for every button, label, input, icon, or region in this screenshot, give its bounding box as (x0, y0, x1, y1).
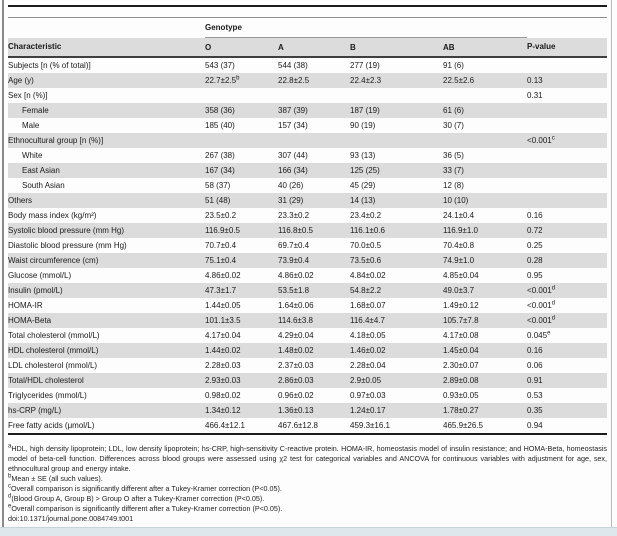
table-cell (527, 178, 607, 193)
table-cell (527, 57, 607, 73)
row-label: Subjects [n (% of total)] (8, 61, 91, 70)
table-cell: 1.49±0.12 (443, 301, 479, 310)
row-label: Total/HDL cholesterol (8, 373, 205, 388)
group-header-spacer (8, 18, 205, 38)
table-row (8, 343, 607, 358)
group-header-spacer (527, 18, 607, 38)
table-cell: 1.24±0.17 (350, 403, 443, 418)
table-content (8, 5, 607, 524)
table-cell: <0.001$^d$ (527, 283, 607, 298)
column-header: A (278, 38, 350, 58)
table-cell: 459.3±16.1 (350, 421, 390, 430)
table-cell: 1.44±0.02 (205, 343, 278, 358)
row-label: Total cholesterol (mmol/L) (8, 331, 100, 340)
row-label: Triglycerides (mmol/L) (8, 391, 87, 400)
bottom-strip (0, 527, 617, 536)
table-row (8, 73, 607, 88)
table-cell: 0.31 (527, 91, 543, 100)
row-label: Systolic blood pressure (mm Hg) (8, 223, 205, 238)
right-scan-border (611, 0, 612, 527)
table-cell: 75.1±0.4 (205, 253, 278, 268)
table-cell: 465.9±26.5 (443, 421, 483, 430)
row-label: South Asian (22, 181, 65, 190)
row-label: Age (y) (8, 73, 205, 88)
row-label: Waist circumference (cm) (8, 253, 205, 268)
table-cell: 116.9±0.5 (205, 223, 278, 238)
footnote: $^c$Overall comparison is significantly different after a Tukey-Kramer correction (P<0.05). (8, 483, 282, 493)
table-cell: 4.17±0.04 (205, 331, 241, 340)
table-cell: 1.46±0.02 (350, 343, 443, 358)
row-label: East Asian (8, 163, 205, 178)
table-cell: 31 (29) (278, 193, 350, 208)
table-cell: 53.5±1.8 (278, 283, 350, 298)
row-label: HOMA-IR (8, 301, 43, 310)
table-cell: 23.5±0.2 (205, 211, 237, 220)
table-cell: 73.5±0.6 (350, 253, 443, 268)
table-cell (527, 193, 607, 208)
row-label: White (22, 151, 43, 160)
table-cell: 4.86±0.02 (278, 271, 314, 280)
table-cell: 0.13 (527, 73, 607, 88)
table-cell: 0.72 (527, 223, 607, 238)
table-cell: 0.94 (527, 421, 543, 430)
table-cell: 0.25 (527, 241, 543, 250)
table-cell (350, 133, 443, 148)
table-row (8, 238, 607, 253)
table-cell: 70.0±0.5 (350, 241, 382, 250)
row-label: Insulin (pmol/L) (8, 283, 205, 298)
genotype-group-header: Genotype (205, 18, 527, 38)
table-cell: 22.7±2.5$^b$ (205, 73, 278, 88)
table-cell: 125 (25) (350, 163, 443, 178)
footnotes (8, 444, 607, 514)
table-cell: 2.28±0.04 (350, 361, 386, 370)
table-cell: 101.1±3.5 (205, 313, 278, 328)
table-cell: 1.64±0.06 (278, 301, 314, 310)
table-cell: 2.37±0.03 (278, 361, 314, 370)
table-cell (527, 163, 607, 178)
table-cell: 14 (13) (350, 193, 443, 208)
footnote: $^e$Overall comparison is significantly different after a Tukey-Kramer correction (P<0.05). (8, 503, 283, 513)
table-cell: 47.3±1.7 (205, 283, 278, 298)
row-label: LDL cholesterol (mmol/L) (8, 361, 98, 370)
table-row (8, 373, 607, 388)
table-row (8, 388, 607, 403)
table-row (8, 418, 607, 433)
table-row (8, 178, 607, 193)
table-cell (278, 133, 350, 148)
table-cell: 0.98±0.02 (205, 391, 241, 400)
table-cell: 23.4±0.2 (350, 211, 382, 220)
table-bottom-rule (8, 433, 607, 435)
table-row (8, 268, 607, 283)
table-cell: 116.4±4.7 (350, 313, 443, 328)
table-cell: 543 (37) (205, 61, 235, 70)
table-cell: 105.7±7.8 (443, 313, 527, 328)
table-cell: 544 (38) (278, 61, 308, 70)
table-cell: 187 (19) (350, 103, 443, 118)
table-cell: 24.1±0.4 (443, 211, 475, 220)
table-cell: 0.53 (527, 391, 543, 400)
table-cell: 4.18±0.05 (350, 331, 386, 340)
table-cell: 4.17±0.08 (443, 331, 479, 340)
table-cell: 51 (48) (205, 193, 278, 208)
table-cell: 45 (29) (350, 181, 376, 190)
table-row (8, 103, 607, 118)
table-cell (443, 88, 527, 103)
table-row (8, 148, 607, 163)
row-label: Sex [n (%)] (8, 91, 48, 100)
table-cell: 2.93±0.03 (205, 373, 278, 388)
table-cell: 70.7±0.4 (205, 241, 237, 250)
table-cell (350, 88, 443, 103)
table-cell: 0.35 (527, 403, 607, 418)
table-cell: 54.8±2.2 (350, 283, 443, 298)
table-cell: <0.001$^d$ (527, 313, 607, 328)
table-cell: 0.95 (527, 271, 543, 280)
footnote: $^d$(Blood Group A, Group B) > Group O after a Tukey-Kramer correction (P<0.05). (8, 493, 265, 503)
table-cell: 61 (6) (443, 103, 527, 118)
table-cell: 93 (13) (350, 151, 376, 160)
left-scan-border (2, 0, 4, 527)
table-cell: 2.28±0.03 (205, 361, 241, 370)
table-cell: 33 (7) (443, 163, 527, 178)
table-cell (205, 88, 278, 103)
table-cell: 70.4±0.8 (443, 241, 475, 250)
table-cell: 466.4±12.1 (205, 421, 245, 430)
table-cell: 73.9±0.4 (278, 253, 350, 268)
table-cell: 167 (34) (205, 163, 278, 178)
table-row (8, 298, 607, 313)
table-cell: 0.045e (527, 330, 551, 340)
table-cell: 0.93±0.05 (443, 391, 479, 400)
table-cell (278, 88, 350, 103)
header-row (8, 38, 607, 58)
table-row (8, 88, 607, 103)
table-cell (527, 103, 607, 118)
table-row (8, 328, 607, 343)
table-row (8, 163, 607, 178)
row-label: hs-CRP (mg/L) (8, 403, 205, 418)
column-header: B (350, 38, 443, 58)
table-cell: 1.48±0.02 (278, 343, 350, 358)
table-cell: 22.5±2.6 (443, 73, 527, 88)
table-row (8, 283, 607, 298)
footnote: $^a$HDL, high density lipoprotein; LDL, low density lipoprotein; hs-CRP, high-sensitivity C-reactive protein. HOMA-IR, homeostasis model of insulin resistance; and HOMA-Beta, homeostasis model of beta-cell function. Differences across blood groups were assessed using χ2 test for categorical variables and ANCOVA for continuous variables with adjustment for age, sex, ethnocultural group and energy intake. (8, 443, 607, 473)
table-cell: 387 (39) (278, 103, 350, 118)
table-cell (527, 148, 607, 163)
table-cell: 0.97±0.03 (350, 391, 386, 400)
row-label: Others (8, 193, 205, 208)
table-cell: <0.001$^d$ (527, 300, 556, 310)
table-row (8, 253, 607, 268)
table-cell: 116.9±1.0 (443, 223, 527, 238)
row-label: HOMA-Beta (8, 313, 205, 328)
table-cell: 4.84±0.02 (350, 271, 386, 280)
table-cell: 116.8±0.5 (278, 223, 350, 238)
row-label: Body mass index (kg/m²) (8, 211, 97, 220)
table-cell: 30 (7) (443, 121, 464, 130)
row-label: Male (22, 121, 40, 130)
table-cell: 4.29±0.04 (278, 331, 314, 340)
table-cell: 10 (10) (443, 193, 527, 208)
table-cell: 74.9±1.0 (443, 253, 527, 268)
row-label: Diastolic blood pressure (mm Hg) (8, 241, 127, 250)
table-cell: 1.68±0.07 (350, 301, 386, 310)
table-row (8, 208, 607, 223)
row-label: HDL cholesterol (mmol/L) (8, 343, 205, 358)
table-cell: 185 (40) (205, 121, 235, 130)
table-cell: 0.16 (527, 211, 543, 220)
column-header: AB (443, 38, 527, 58)
column-header: P-value (527, 38, 607, 58)
table-cell: 1.34±0.12 (205, 403, 278, 418)
table-body (8, 57, 607, 433)
table-cell: 1.44±0.05 (205, 301, 241, 310)
table-cell: 91 (6) (443, 61, 464, 70)
table-cell: 467.6±12.8 (278, 421, 318, 430)
table-cell: 12 (8) (443, 181, 464, 190)
table-cell: 4.85±0.04 (443, 271, 479, 280)
doi-text: doi:10.1371/journal.pone.0084749.t001 (8, 514, 134, 523)
table-row (8, 223, 607, 238)
table-cell: <0.001$^c$ (527, 133, 607, 148)
row-label: Free fatty acids (μmol/L) (8, 421, 95, 430)
table-cell: 2.86±0.03 (278, 373, 350, 388)
footnote: $^b$Mean ± SE (all such values). (8, 473, 103, 483)
table-cell: 0.91 (527, 373, 607, 388)
table-cell: 307 (44) (278, 151, 308, 160)
table-row (8, 57, 607, 73)
table-cell: 0.28 (527, 253, 607, 268)
table-cell: 23.3±0.2 (278, 211, 310, 220)
table-cell: 36 (5) (443, 151, 464, 160)
table-cell: 358 (36) (205, 103, 278, 118)
table-cell (205, 133, 278, 148)
column-header: Characteristic (8, 38, 205, 58)
table-cell: 277 (19) (350, 61, 380, 70)
table-cell: 157 (34) (278, 121, 308, 130)
table-cell: 58 (37) (205, 181, 231, 190)
table-cell: 2.30±0.07 (443, 361, 479, 370)
characteristics-table (8, 18, 607, 433)
table-cell: 22.8±2.5 (278, 73, 350, 88)
table-cell: 0.16 (527, 343, 607, 358)
row-label: Female (8, 103, 205, 118)
row-label: Glucose (mmol/L) (8, 271, 72, 280)
table-cell (443, 133, 527, 148)
table-cell: 114.6±3.8 (278, 313, 350, 328)
table-cell (527, 118, 607, 133)
table-row (8, 358, 607, 373)
table-cell: 166 (34) (278, 163, 350, 178)
table-cell: 267 (38) (205, 151, 235, 160)
table-cell: 1.78±0.27 (443, 403, 527, 418)
row-label: Ethnocultural group [n (%)] (8, 133, 205, 148)
table-row (8, 118, 607, 133)
table-cell: 116.1±0.6 (350, 223, 443, 238)
table-cell: 22.4±2.3 (350, 73, 443, 88)
table-cell: 40 (26) (278, 181, 304, 190)
table-cell: 2.9±0.05 (350, 373, 443, 388)
column-header: O (205, 38, 278, 58)
table-row (8, 193, 607, 208)
table-cell: 69.7±0.4 (278, 241, 310, 250)
table-cell: 0.06 (527, 361, 543, 370)
table-cell: 0.96±0.02 (278, 391, 314, 400)
table-row (8, 313, 607, 328)
table-cell: 1.45±0.04 (443, 343, 527, 358)
table-cell: 49.0±3.7 (443, 283, 527, 298)
table-row (8, 133, 607, 148)
group-header-row (8, 18, 607, 38)
table-cell: 90 (19) (350, 121, 376, 130)
table-row (8, 403, 607, 418)
table-cell: 4.86±0.02 (205, 271, 241, 280)
table-cell: 1.36±0.13 (278, 403, 350, 418)
table-cell: 2.89±0.08 (443, 373, 527, 388)
